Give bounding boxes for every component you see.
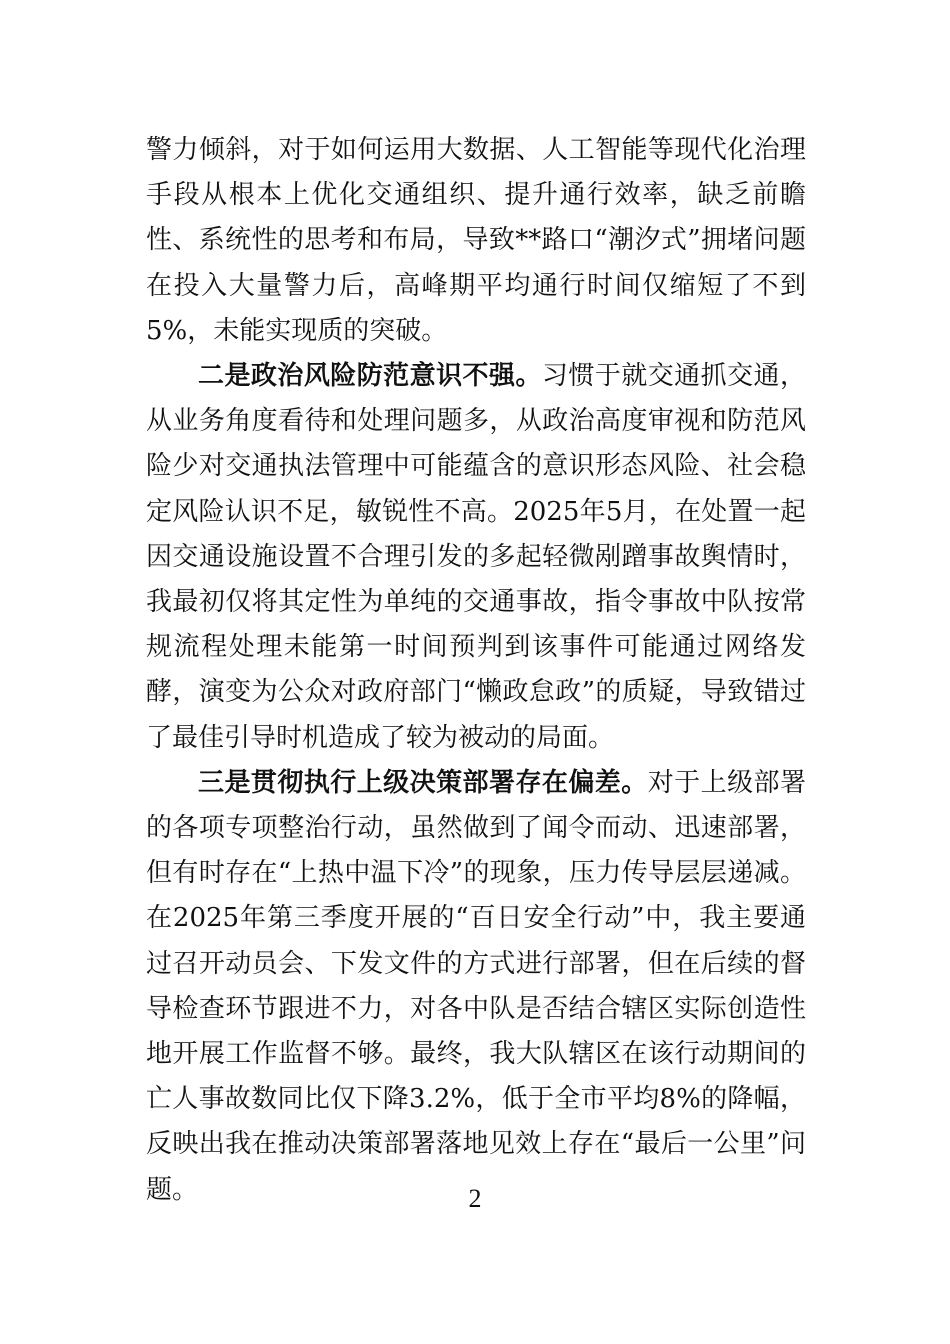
paragraph-text: 习惯于就交通抓交通，从业务角度看待和处理问题多，从政治高度审视和防范风险少对交通执法管理中可能蕴含的意识形态风险、社会稳定风险认识不足，敏锐性不高。2025年5月，在处置一起因交通设施设置不合理引发的多起轻微剐蹭事故舆情时，我最初仅将其定性为单纯的交通事故，指令事故中队按常规流程处理未能第一时间预判到该事件可能通过网络发酵，演变为公众对政府部门“懒政怠政”的质疑，导致错过了最佳引导时机造成了较为被动的局面。: [146, 361, 806, 753]
paragraph-text: 警力倾斜，对于如何运用大数据、人工智能等现代化治理手段从根本上优化交通组织、提升通行效率，缺乏前瞻性、系统性的思考和布局，导致**路口“潮汐式”拥堵问题在投入大量警力后，高峰期平均通行时间仅缩短了不到5%，未能实现质的突破。: [146, 135, 806, 346]
paragraph-political-risk: [146, 354, 806, 761]
body-text: [146, 128, 806, 1213]
paragraph-implementation-deviation: [146, 761, 806, 1213]
page-number: 2: [468, 1184, 482, 1213]
paragraph-heading: 三是贯彻执行上级决策部署存在偏差。: [198, 767, 648, 798]
paragraph-continuation: [146, 128, 806, 354]
paragraph-heading: 二是政治风险防范意识不强。: [198, 361, 542, 392]
paragraph-text: 对于上级部署的各项专项整治行动，虽然做到了闻令而动、迅速部署，但有时存在“上热中温下冷”的现象，压力传导层层递减。在2025年第三季度开展的“百日安全行动”中，我主要通过召开动员会、下发文件的方式进行部署，但在后续的督导检查环节跟进不力，对各中队是否结合辖区实际创造性地开展工作监督不够。最终，我大队辖区在该行动期间的亡人事故数同比仅下降3.2%，低于全市平均8%的降幅，反映出我在推动决策部署落地见效上存在“最后一公里”问题。: [146, 767, 806, 1205]
